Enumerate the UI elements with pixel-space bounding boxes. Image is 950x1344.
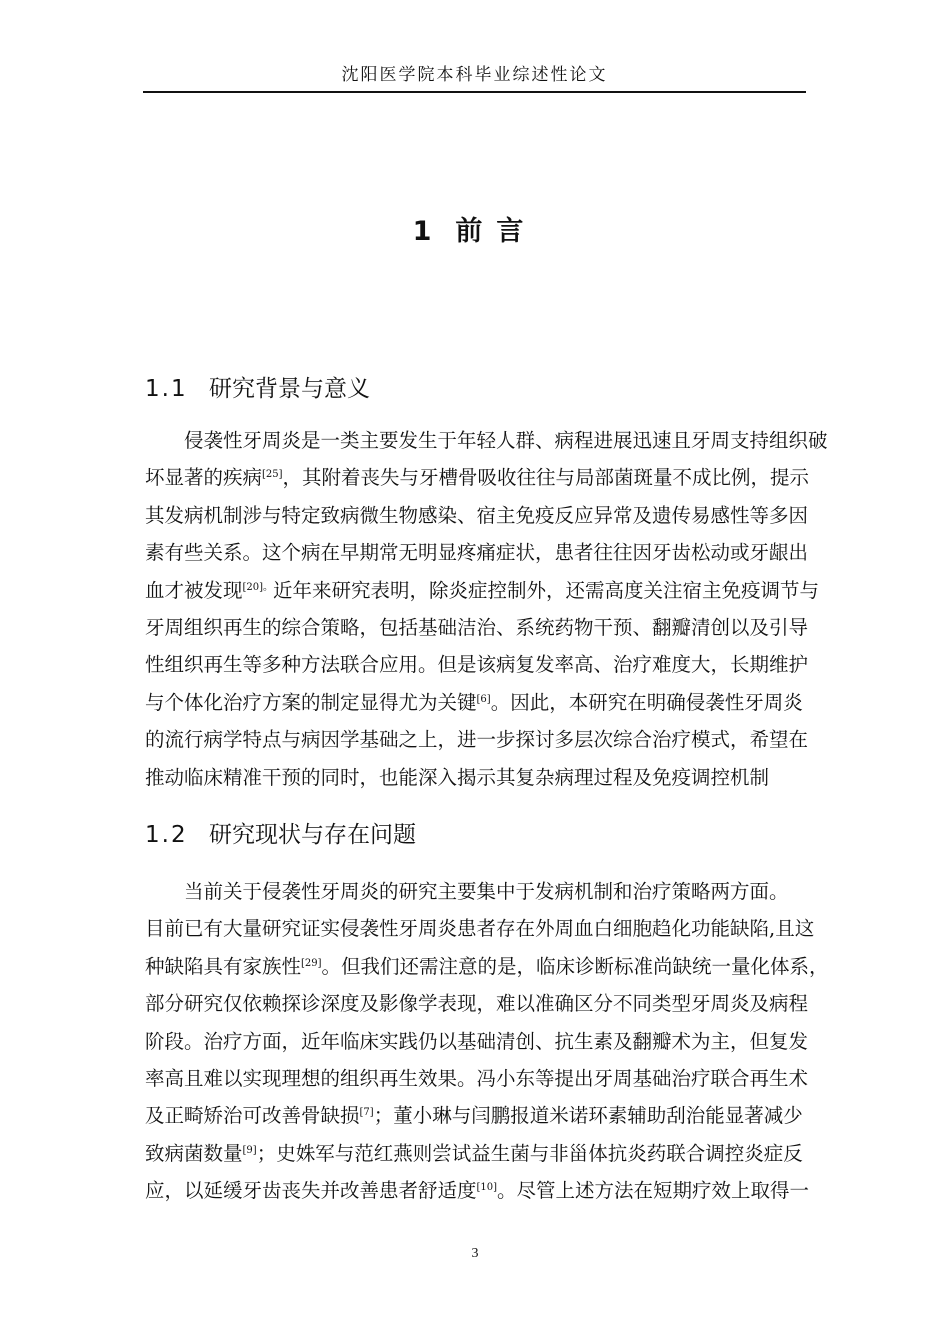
- text-line: 部分研究仅依赖探诊深度及影像学表现，难以准确区分不同类型牙周炎及病程: [145, 992, 809, 1016]
- text-line: 其发病机制涉与特定致病微生物感染、宿主免疫反应异常及遗传易感性等多因: [145, 503, 809, 527]
- text-line: 素有些关系。这个病在早期常无明显疼痛症状，患者往往因牙齿松动或牙龈出: [145, 541, 809, 565]
- text-line: 种缺陷具有家族性[29]。但我们还需注意的是，临床诊断标准尚缺统一量化体系，: [145, 954, 829, 978]
- section-title: 研究背景与意义: [209, 376, 370, 402]
- section-heading-1-2: [145, 818, 416, 852]
- text-line: 血才被发现$^{[20]。}$近年来研究表明，除炎症控制外，还需高度关注宿主免疫调节与: [145, 578, 820, 602]
- citation: [10]: [476, 1182, 498, 1194]
- text-line: 目前已有大量研究证实侵袭性牙周炎患者存在外周血白细胞趋化功能缺陷,且这: [145, 917, 815, 941]
- section-number: 1.2: [145, 822, 188, 848]
- text-line: 的流行病学特点与病因学基础之上，进一步探讨多层次综合治疗模式，希望在: [145, 728, 809, 752]
- text-line: 应，以延缓牙齿丧失并改善患者舒适度[10]。尽管上述方法在短期疗效上取得一: [145, 1179, 810, 1203]
- page-number: 3: [471, 1246, 479, 1261]
- running-header: 沈阳医学院本科毕业综述性论文: [341, 65, 608, 85]
- citation: [20]。: [242, 581, 274, 593]
- paragraph-status: [145, 873, 829, 1210]
- text-line: 率高且难以实现理想的组织再生效果。冯小东等提出牙周基础治疗联合再生术: [145, 1066, 809, 1090]
- header-rule: [143, 91, 806, 93]
- text-line: 牙周组织再生的综合策略，包括基础洁治、系统药物干预、翻瓣清创以及引导: [145, 615, 809, 639]
- chapter-title-text: 前言: [455, 216, 538, 247]
- text-line: 当前关于侵袭性牙周炎的研究主要集中于发病机制和治疗策略两方面。: [145, 880, 789, 903]
- citation: [9]: [242, 1144, 257, 1156]
- chapter-title: [0, 212, 950, 252]
- text-line: 阶段。治疗方面，近年临床实践仍以基础清创、抗生素及翻瓣术为主，但复发: [145, 1029, 809, 1053]
- citation: [6]: [476, 693, 491, 705]
- section-heading-1-1: [145, 372, 370, 406]
- text-line: 侵袭性牙周炎是一类主要发生于年轻人群、病程进展迅速且牙周支持组织破: [145, 429, 828, 452]
- section-title: 研究现状与存在问题: [209, 822, 416, 848]
- citation: [25]: [262, 469, 283, 481]
- chapter-number: 1: [412, 216, 432, 247]
- text-line: 坏显著的疾病[25]，其附着丧失与牙槽骨吸收往往与局部菌斑量不成比例，提示: [145, 466, 810, 490]
- paragraph-background: [145, 422, 828, 796]
- citation: [7]: [359, 1107, 374, 1119]
- text-line: 致病菌数量[9]；史姝军与范红燕则尝试益生菌与非甾体抗炎药联合调控炎症反: [145, 1141, 803, 1165]
- text-line: 推动临床精准干预的同时，也能深入揭示其复杂病理过程及免疫调控机制: [145, 765, 770, 789]
- text-line: 性组织再生等多种方法联合应用。但是该病复发率高、治疗难度大，长期维护: [145, 653, 809, 677]
- section-number: 1.1: [145, 376, 188, 402]
- text-line: 及正畸矫治可改善骨缺损[7]；董小琳与闫鹏报道米诺环素辅助刮治能显著减少: [145, 1104, 803, 1128]
- text-line: 与个体化治疗方案的制定显得尤为关键[6]。因此，本研究在明确侵袭性牙周炎: [145, 690, 803, 714]
- citation: [29]: [301, 957, 322, 969]
